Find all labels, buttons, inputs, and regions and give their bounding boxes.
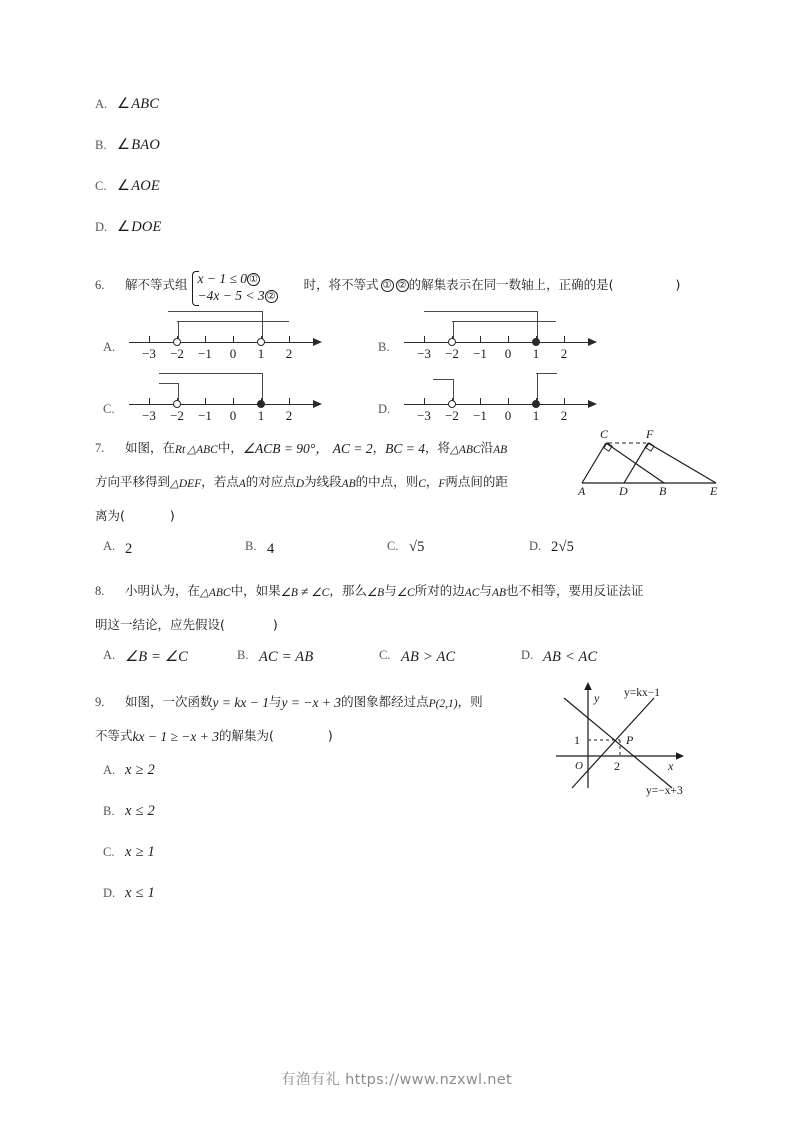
q8-ac: AC <box>464 587 480 599</box>
q7-triangle-figure <box>576 425 726 497</box>
option-row[interactable] <box>95 178 710 219</box>
tick-label: 1 <box>257 408 265 423</box>
q7-rt: Rt <box>175 444 186 456</box>
q8-l1-g: 也不相等，要用反证法证 <box>506 583 644 598</box>
axis-arrow-icon <box>313 338 322 346</box>
q8-l1-f: 与 <box>479 583 492 598</box>
tick-label: −2 <box>445 346 459 361</box>
endpoint-open <box>257 338 265 346</box>
endpoint-filled <box>532 400 540 408</box>
q9-inequality: kx − 1 ≥ −x + 3 <box>132 729 219 744</box>
tick-label: 2 <box>560 346 568 361</box>
axis-arrow-icon <box>588 400 597 408</box>
q7-bc: BC = 4 <box>385 441 425 456</box>
q7-triangle-def: △DEF <box>170 478 202 490</box>
q8-triangle-abc: △ABC <box>200 587 231 599</box>
tick-label: 1 <box>532 408 540 423</box>
q7-l1-b: 中， <box>217 440 243 455</box>
svg-text:2: 2 <box>614 759 620 773</box>
inequality-system <box>190 270 278 304</box>
q7-l2-c: 的对应点 <box>245 474 296 489</box>
q7-l3-b: ) <box>169 508 175 523</box>
q8-angle-b: ∠B <box>280 587 298 599</box>
svg-text:y=−x+3: y=−x+3 <box>646 785 683 797</box>
q8-l1-b: 中，如果 <box>230 583 281 598</box>
option-letter: D. <box>521 648 534 662</box>
tick-label: 1 <box>532 346 540 361</box>
option-text: x ≥ 1 <box>125 844 155 860</box>
tick-label: 0 <box>504 408 512 423</box>
option-row[interactable] <box>95 96 710 137</box>
question-8 <box>95 575 710 640</box>
q9-l2-c: ) <box>327 728 333 743</box>
q9-l1-a: 如图，一次函数 <box>125 694 213 709</box>
circled-number-1: ① <box>247 273 260 286</box>
q7-l1-e: 沿 <box>480 440 494 455</box>
q9-point-p: P(2,1) <box>428 698 458 710</box>
option-row[interactable] <box>95 885 710 926</box>
tick-label: 0 <box>229 408 237 423</box>
option-letter: A. <box>103 648 116 662</box>
q6-text-4: ) <box>675 277 681 292</box>
option-letter: B. <box>237 648 249 662</box>
q7-point-a: A <box>238 478 246 490</box>
q7-l1-a: 如图，在 <box>125 440 176 455</box>
tick-label: 0 <box>229 346 237 361</box>
tick-label: −3 <box>417 346 431 361</box>
question-6 <box>95 270 710 304</box>
sys-line-2: −4x − 5 < 3 <box>197 288 265 303</box>
q6-option-a[interactable] <box>103 308 383 368</box>
q7-l2-e: 的中点，则 <box>355 474 419 489</box>
option-letter: B. <box>245 539 257 553</box>
tick-label: −2 <box>445 408 459 423</box>
q7-l2-f: ， <box>425 474 439 489</box>
option-letter: B. <box>95 138 107 152</box>
tick-label: −3 <box>142 408 156 423</box>
q7-l3: 离为( <box>95 508 125 523</box>
endpoint-open <box>173 338 181 346</box>
option-text: x ≥ 2 <box>125 762 155 778</box>
q9-coordinate-figure <box>550 676 715 798</box>
q6-option-d[interactable] <box>378 370 658 430</box>
q8-neq: ≠ <box>300 584 309 599</box>
q9-l1-d: ，则 <box>457 694 483 709</box>
option-text[interactable]: 4 <box>267 541 275 557</box>
q7-l1-d: ，将 <box>424 440 450 455</box>
option-row[interactable] <box>95 137 710 178</box>
svg-text:1: 1 <box>574 733 580 747</box>
option-letter: C. <box>387 539 399 553</box>
q7-angle-acb: ∠ACB = 90°， <box>242 441 329 456</box>
q8-l2-b: ) <box>272 617 278 632</box>
option-row[interactable] <box>95 803 710 844</box>
option-letter: C. <box>103 402 115 416</box>
option-text[interactable]: ∠B = ∠C <box>125 649 188 665</box>
q6-text-3: 的解集表示在同一数轴上，正确的是( <box>408 277 614 292</box>
q6-text-2: 时，将不等式 <box>303 277 379 292</box>
tick-label: −1 <box>198 408 212 423</box>
option-letter: A. <box>103 539 116 553</box>
option-letter: C. <box>103 845 115 859</box>
q7-triangle-abc: △ABC <box>187 444 218 456</box>
tick-label: −2 <box>170 408 184 423</box>
q7-l2-a: 方向平移得到 <box>95 474 171 489</box>
tick-label: −3 <box>142 346 156 361</box>
q7-l1-c: ， <box>372 440 386 455</box>
page-content <box>95 96 718 926</box>
tick-label: 1 <box>257 346 265 361</box>
option-letter: C. <box>95 179 107 193</box>
q5-options <box>95 96 710 260</box>
q7-l2-b: ，若点 <box>201 474 239 489</box>
svg-text:y: y <box>594 691 600 705</box>
svg-text:A: A <box>578 484 586 497</box>
circled-ref-2: ② <box>396 279 409 292</box>
q6-option-b[interactable] <box>378 308 658 368</box>
option-letter: C. <box>379 648 391 662</box>
option-text[interactable]: AB < AC <box>543 649 598 665</box>
q8-ab: AB <box>491 587 507 599</box>
endpoint-open <box>448 400 456 408</box>
axis-line <box>404 404 590 405</box>
q7-ac: AC = 2 <box>332 441 373 456</box>
numberline-figure-a <box>129 308 361 368</box>
q8-l1-e: 所对的边 <box>414 583 465 598</box>
numberline-figure-b <box>404 308 636 368</box>
question-number: 8. <box>95 584 105 598</box>
option-letter: B. <box>103 804 115 818</box>
footer-watermark: 有渔有礼 https://www.nzxwl.net <box>281 1072 512 1088</box>
axis-line <box>404 342 590 343</box>
q8-l1-d: 与 <box>384 583 397 598</box>
q8-l2: 明这一结论，应先假设( <box>95 617 225 632</box>
option-text[interactable]: 2 <box>125 541 133 557</box>
q6-option-c[interactable] <box>103 370 383 430</box>
question-7 <box>95 427 718 531</box>
svg-text:E: E <box>710 484 718 497</box>
option-letter: D. <box>378 402 391 416</box>
numberline-figure-d <box>404 370 636 430</box>
tick-label: −2 <box>170 346 184 361</box>
svg-text:B: B <box>659 484 667 497</box>
question-number: 7. <box>95 441 105 455</box>
q9-l1-c: 的图象都经过点 <box>341 694 429 709</box>
option-text: x ≤ 2 <box>125 803 155 819</box>
tick-label: 2 <box>285 346 293 361</box>
option-text: ∠ AOE <box>117 178 160 195</box>
endpoint-filled <box>257 400 265 408</box>
q8-l1-c: ，那么 <box>329 583 367 598</box>
svg-text:C: C <box>600 427 609 441</box>
q7-seg-ab: AB <box>341 478 356 490</box>
tick-label: −3 <box>417 408 431 423</box>
option-text[interactable]: AB > AC <box>401 649 456 665</box>
q8-angle-c-2: ∠C <box>396 587 415 599</box>
tick-label: 2 <box>560 408 568 423</box>
option-text[interactable]: 2√5 <box>551 539 575 555</box>
q7-triangle-abc-2: △ABC <box>449 444 481 456</box>
option-text[interactable]: AC = AB <box>259 649 314 665</box>
q9-l2-b: 的解集为( <box>218 728 274 743</box>
option-letter: A. <box>103 763 116 777</box>
option-letter: D. <box>529 539 542 553</box>
svg-text:O: O <box>575 760 583 772</box>
sys-line-1: x − 1 ≤ 0 <box>197 271 248 286</box>
option-row[interactable] <box>95 219 710 260</box>
q8-options <box>95 644 710 680</box>
endpoint-open <box>173 400 181 408</box>
q7-point-d: D <box>295 478 305 490</box>
option-letter: D. <box>103 886 116 900</box>
option-row[interactable] <box>95 844 710 885</box>
numberline-figure-c <box>129 370 361 430</box>
q7-l2-d: 为线段 <box>304 474 342 489</box>
q8-angle-c: ∠C <box>311 587 330 599</box>
axis-arrow-icon <box>588 338 597 346</box>
q6-numberline-options <box>95 308 710 432</box>
endpoint-open <box>448 338 456 346</box>
option-text: ∠ DOE <box>117 219 162 236</box>
question-number: 9. <box>95 695 105 709</box>
circled-ref-1: ① <box>381 279 394 292</box>
tick-label: −1 <box>473 408 487 423</box>
svg-text:y=kx−1: y=kx−1 <box>624 687 660 699</box>
svg-text:D: D <box>619 484 628 497</box>
q9-func-2: y = −x + 3 <box>281 695 342 710</box>
q8-angle-b-2: ∠B <box>366 587 385 599</box>
q9-l1-b: 与 <box>268 694 282 709</box>
option-text: x ≤ 1 <box>125 885 155 901</box>
option-text[interactable]: √5 <box>409 539 425 555</box>
q9-func-1: y = kx − 1 <box>212 695 269 710</box>
circled-number-2: ② <box>265 290 278 303</box>
q6-text-1: 解不等式组 <box>125 277 188 292</box>
q7-l2-g: 两点间的距 <box>445 474 508 489</box>
option-letter: D. <box>95 220 108 234</box>
svg-text:F: F <box>646 427 654 441</box>
axis-line <box>129 342 315 343</box>
axis-line <box>129 404 315 405</box>
svg-text:x: x <box>668 759 674 773</box>
q7-point-c: C <box>418 478 426 490</box>
option-text: ∠ ABC <box>117 96 159 113</box>
option-letter: A. <box>95 97 108 111</box>
endpoint-filled <box>532 338 540 346</box>
q9-l2-a: 不等式 <box>95 728 133 743</box>
tick-label: 2 <box>285 408 293 423</box>
q7-options <box>95 535 710 569</box>
question-number: 6. <box>95 278 105 292</box>
option-text: ∠ BAO <box>117 137 160 154</box>
q7-ab: AB <box>493 444 508 456</box>
tick-label: −1 <box>473 346 487 361</box>
svg-text:P: P <box>626 733 634 747</box>
tick-label: 0 <box>504 346 512 361</box>
tick-label: −1 <box>198 346 212 361</box>
axis-arrow-icon <box>313 400 322 408</box>
option-letter: A. <box>103 340 116 354</box>
q8-l1-a: 小明认为，在 <box>125 583 201 598</box>
option-letter: B. <box>378 340 390 354</box>
q7-point-f: F <box>438 478 446 490</box>
